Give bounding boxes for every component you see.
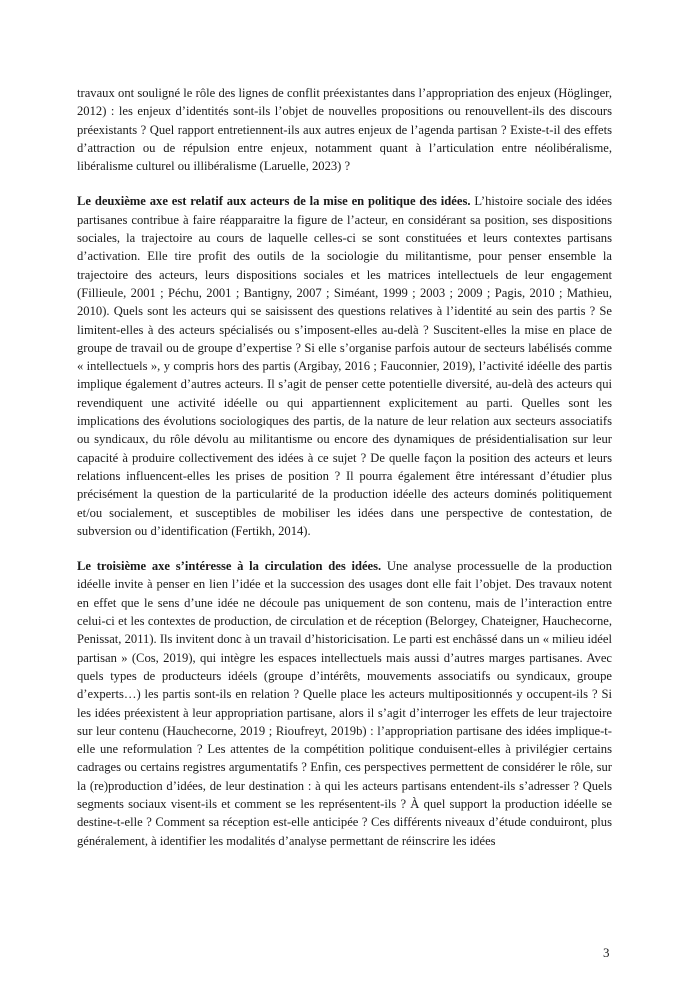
body-text <box>77 84 612 850</box>
paragraph-lead: Le troisième axe s’intéresse à la circulation des idées. <box>77 559 382 574</box>
page-number: 3 <box>603 945 610 960</box>
paragraph-lead: Le deuxième axe est relatif aux acteurs de la mise en politique des idées. <box>77 194 471 209</box>
paragraph-circulation-axis <box>77 557 612 850</box>
paragraph-text: L’histoire sociale des idées partisanes contribue à faire réapparaitre la figure de l’acteur, en considérant sa position, ses dispositions sociales, la trajectoire au cours de laquelle celles-ci se sont constituées et leurs contextes partisans d’activation. Elle tire profit des outils de la sociologie du militantisme, pour penser ensemble la trajectoire des acteurs, leurs dispositions sociales et les matrices intellectuels de leur engagement (Fillieule, 2001 ; Péchu, 2001 ; Bantigny, 2007 ; Siméant, 1999 ; 2003 ; 2009 ; Pagis, 2010 ; Mathieu, 2010). Quels sont les acteurs qui se saisissent des questions relatives à l’identité au sein des partis ? Se limitent-elles à des acteurs spécialisés ou s’imposent-elles au-delà ? Suscitent-elles la mise en place de groupe de travail ou de groupe d’expertise ? Si elle s’organise parfois autour de secteurs labélisés comme « intellectuels », y compris hors des partis (Argibay, 2016 ; Fauconnier, 2019), l’activité idéelle des partis implique également d’autres acteurs. Il s’agit de penser cette potentielle diversité, au-delà des acteurs qui revendiquent une activité idéelle ou qui appartiennent explicitement au parti. Quelles sont les implications des évolutions sociologiques des partis, de la nature de leur relation aux secteurs associatifs ou syndicaux, du rôle dévolu au militantisme ou encore des dynamiques de présidentialisation sur leur capacité à produire collectivement des idées à ce sujet ? De quelle façon la position des acteurs et leurs relations influencent-elles les prises de position ? Il pourra également être intéressant d’étudier plus précisément la question de la particularité de la production idéelle des acteurs dominés politiquement et/ou socialement, et susceptibles de mobiliser les idées dans une perspective de contestation, de subversion ou d’identification (Fertikh, 2014). <box>77 194 613 538</box>
paragraph-text: travaux ont souligné le rôle des lignes de conflit préexistantes dans l’appropriation des enjeux (Höglinger, 2012) : les enjeux d’identités sont-ils l’objet de nouvelles propositions ou renouvellent-ils des discours préexistants ? Quel rapport entretiennent-ils aux autres enjeux de l’agenda partisan ? Existe-t-il des effets d’attraction ou de répulsion entre enjeux, notamment quant à l’articulation entre néolibéralisme, libéralisme culturel ou illibéralisme (Laruelle, 2023) ? <box>77 86 612 174</box>
paragraph-actors-axis <box>77 192 612 540</box>
paragraph-text: Une analyse processuelle de la production idéelle invite à penser en lien l’idée et la succession des usages dont elle fait l’objet. Des travaux notent en effet que le sens d’une idée ne découle pas uniquement de son contenu, mais de l’interaction entre celui-ci et les contextes de production, de circulation et de réception (Belorgey, Chateigner, Hauchecorne, Penissat, 2011). Ils invitent donc à un travail d’historicisation. Le parti est enchâssé dans un « milieu idéel partisan » (Cos, 2019), qui intègre les espaces intellectuels mais aussi d’autres marges partisanes. Avec quels types de producteurs idéels (groupe d’intérêts, mouvements associatifs ou syndicaux, groupe d’experts…) les partis sont-ils en relation ? Quelle place les acteurs multipositionnés y occupent-ils ? Si les idées préexistent à leur appropriation partisane, alors il s’agit d’interroger les effets de leur trajectoire sur leur contenu (Hauchecorne, 2019 ; Rioufreyt, 2019b) : l’appropriation partisane des idées implique-t-elle une reformulation ? Les attentes de la compétition politique conduisent-elles à privilégier certains cadrages ou certains registres argumentatifs ? Enfin, ces perspectives permettent de considérer le rôle, sur la (re)production d’idées, de leur destination : à qui les acteurs partisans entendent-ils s’adresser ? Quels segments sociaux visent-ils et comment se les représentent-ils ? À quel support la production idéelle se destine-t-elle ? Comment sa réception est-elle anticipée ? Ces différents niveaux d’étude conduiront, plus généralement, à identifier les modalités d’analyse permettant de réinscrire les idées <box>77 559 612 848</box>
paragraph-continuation <box>77 84 612 175</box>
